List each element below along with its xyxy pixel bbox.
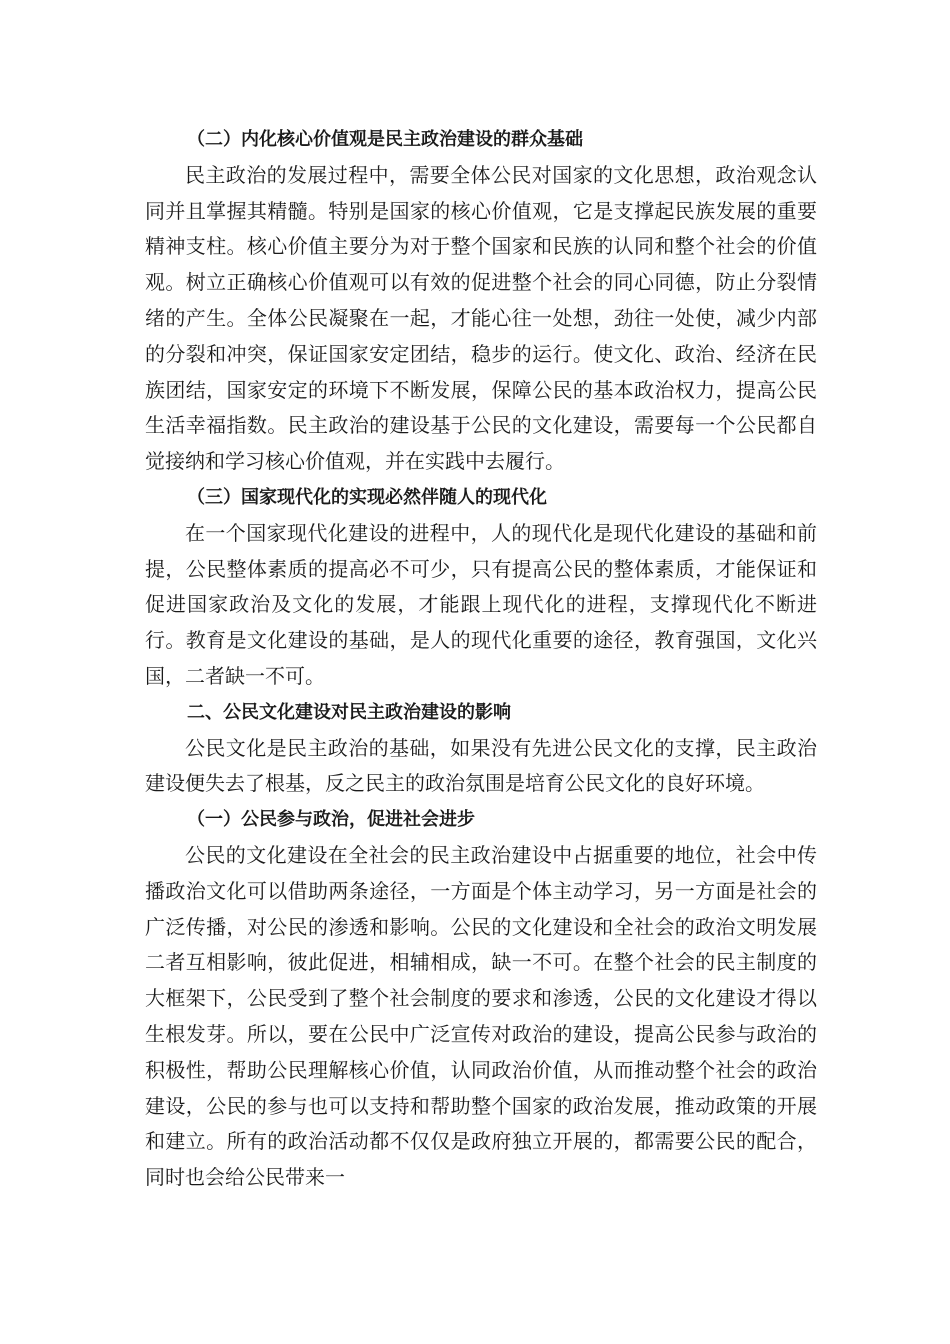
document-body <box>145 122 817 1196</box>
section-heading-1: （一）公民参与政治，促进社会进步 <box>187 809 475 831</box>
paragraph-civic-culture: 公民文化是民主政治的基础，如果没有先进公民文化的支撑，民主政治建设便失去了根基，反之民主的政治氛围是培育公民文化的良好环境。 <box>145 735 817 796</box>
chapter-heading-2: 二、公民文化建设对民主政治建设的影响 <box>187 701 511 723</box>
section-heading-3: （三）国家现代化的实现必然伴随人的现代化 <box>187 486 547 508</box>
paragraph-core-values: 民主政治的发展过程中，需要全体公民对国家的文化思想，政治观念认同并且掌握其精髓。特别是国家的核心价值观，它是支撑起民族发展的重要精神支柱。核心价值主要分为对于整个国家和民族的认同和整个社会的价值观。树立正确核心价值观可以有效的促进整个社会的同心同德，防止分裂情绪的产生。全体公民凝聚在一起，才能心往一处想，劲往一处使，减少内部的分裂和冲突，保证国家安定团结，稳步的运行。使文化、政治、经济在民族团结，国家安定的环境下不断发展，保障公民的基本政治权力，提高公民生活幸福指数。民主政治的建设基于公民的文化建设，需要每一个公民都自觉接纳和学习核心价值观，并在实践中去履行。 <box>145 162 817 474</box>
paragraph-modernization: 在一个国家现代化建设的进程中，人的现代化是现代化建设的基础和前提，公民整体素质的提高必不可少，只有提高公民的整体素质，才能保证和促进国家政治及文化的发展，才能跟上现代化的进程，支撑现代化不断进行。教育是文化建设的基础，是人的现代化重要的途径，教育强国，文化兴国，二者缺一不可。 <box>145 520 817 688</box>
section-heading-2: （二）内化核心价值观是民主政治建设的群众基础 <box>187 129 583 150</box>
paragraph-participation: 公民的文化建设在全社会的民主政治建设中占据重要的地位，社会中传播政治文化可以借助两条途径，一方面是个体主动学习，另一方面是社会的广泛传播，对公民的渗透和影响。公民的文化建设和全社会的政治文明发展二者互相影响，彼此促进，相辅相成，缺一不可。在整个社会的民主制度的大框架下，公民受到了整个社会制度的要求和渗透，公民的文化建设才得以生根发芽。所以，要在公民中广泛宣传对政治的建设，提高公民参与政治的积极性，帮助公民理解核心价值，认同政治价值，从而推动整个社会的政治建设，公民的参与也可以支持和帮助整个国家的政治发展，推动政策的开展和建立。所有的政治活动都不仅仅是政府独立开展的，都需要公民的配合，同时也会给公民带来一 <box>145 842 817 1190</box>
